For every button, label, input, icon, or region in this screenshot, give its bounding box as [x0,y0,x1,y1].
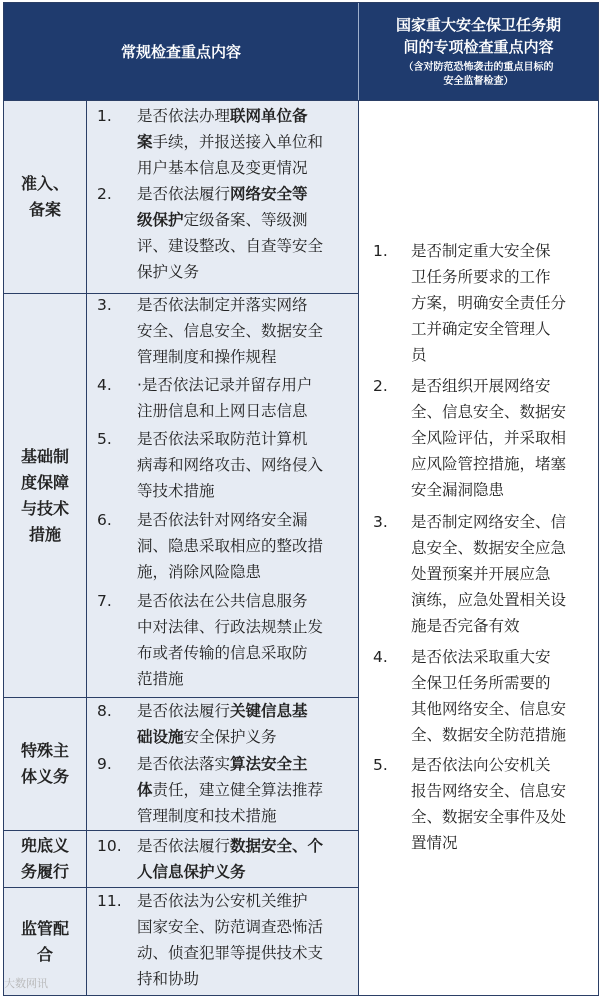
item-line: 工并确定安全管理人 [411,320,551,338]
item-number: 3. [373,513,388,531]
item-text [137,292,355,370]
item-line: 置情况 [411,834,458,852]
item-number: 2. [373,377,388,395]
routine-cell-special [87,697,359,830]
item-line [137,259,355,285]
item-number: 10. [97,837,122,855]
item-line [137,559,355,585]
item-line [137,233,355,259]
item-text-segment: 是否依法制定并落实网络 [137,296,308,314]
header-special [359,3,598,100]
item-line: 报告网络安全、信息安 [411,782,567,800]
item-text-segment: 定级备案、等级测 [183,211,308,229]
header-special-subtitle-2: 安全监督检查） [443,76,514,87]
item-text [137,698,355,750]
item-line [137,803,355,829]
item-text [411,509,595,639]
item-text-segment: 持和协助 [137,970,200,988]
item-number: 4. [97,376,112,394]
header-special-title-1: 国家重大安全保卫任务期 [395,16,561,34]
special-cell [359,100,598,995]
item-line: 是否制定重大安全保 [411,242,551,260]
item-text-segment: 是否依法在公共信息服务 [137,592,308,610]
item-text [137,507,355,585]
item-text-segment: 是否依法办理 [137,107,231,125]
item-line [137,426,355,452]
item-line [137,614,355,640]
category-text: 务履行 [20,862,69,881]
item-text-segment: 动、侦查犯罪等提供技术支 [137,944,324,962]
category-text: 基础制 [20,446,69,466]
item-text [137,588,355,692]
header-routine-title: 常规检查重点内容 [120,43,241,61]
category-text: 体义务 [20,767,69,786]
item-number: 5. [373,756,388,774]
item-number: 5. [97,430,112,448]
item-text-segment: ·是否依法记录并留存用户 [137,376,313,394]
category-text: 特殊主 [20,741,69,760]
category-special-subject [4,697,87,830]
item-line [137,507,355,533]
item-text [411,644,595,748]
category-text: 与技术 [20,498,69,518]
item-line [137,155,355,181]
category-text: 合 [36,944,53,964]
item-line [137,452,355,478]
item-text-segment: 安全、信息安全、数据安全 [137,322,324,340]
item-number: 2. [97,185,112,203]
item-text [411,752,595,856]
watermark-text: 大数网讯 [4,977,48,990]
item-line [137,533,355,559]
item-text [137,888,355,992]
item-text-bold: 础设施 [137,728,184,746]
item-text-segment: 国家安全、防范调查恐怖活 [137,918,324,936]
item-text-segment: 是否依法履行 [137,702,231,720]
category-text: 备案 [28,200,61,219]
item-text-segment: 范措施 [137,670,184,688]
item-text-bold: 关键信息基 [230,702,308,720]
item-line: 安全漏洞隐患 [411,481,505,499]
routine-cell-access [87,100,359,293]
item-number: 1. [373,242,388,260]
item-text-segment: 病毒和网络攻击、网络侵入 [137,456,324,474]
item-text-segment: 用户基本信息及变更情况 [137,159,308,177]
item-line [137,181,355,207]
item-line: 员 [411,346,427,364]
inspection-table [3,2,599,996]
item-text-segment: 管理制度和操作规程 [137,348,277,366]
item-line: 是否组织开展网络安 [411,377,551,395]
header-special-subtitle-1: （含对防范恐怖袭击的重点目标的 [403,62,554,73]
item-line [137,129,355,155]
item-text-segment: 洞、隐患采取相应的整改措 [137,537,324,555]
item-text [137,751,355,829]
item-line: 全保卫任务所需要的 [411,674,551,692]
item-line: 施是否完备有效 [411,617,520,635]
item-text-segment: 是否依法为公安机关维护 [137,892,308,910]
item-line [137,966,355,992]
routine-cell-supervision [87,887,359,995]
item-text-segment: 等技术措施 [137,482,215,500]
item-line [137,940,355,966]
item-line: 方案，明确安全责任分 [411,294,567,312]
header-routine [4,3,359,100]
item-number: 3. [97,296,112,314]
item-text [137,103,355,181]
category-text: 监管配 [20,918,69,938]
item-text-segment: 是否依法针对网络安全漏 [137,511,308,529]
routine-cell-basic [87,293,359,697]
item-line [137,588,355,614]
item-number: 4. [373,648,388,666]
item-line: 其他网络安全、信息安 [411,700,567,718]
item-line: 是否依法向公安机关 [411,756,551,774]
item-text [137,181,355,285]
item-number: 7. [97,592,112,610]
category-text: 兜底义 [20,836,69,855]
item-line: 是否制定网络安全、信 [411,513,567,531]
item-line [137,292,355,318]
item-text-segment: 是否依法履行 [137,837,231,855]
item-text-segment: 施，消除风险隐患 [137,563,262,581]
item-text-segment: 是否依法落实 [137,755,231,773]
item-text-segment: 评、建设整改、自查等安全 [137,237,324,255]
item-line [137,914,355,940]
item-line [137,666,355,692]
item-text-bold: 体 [137,781,153,799]
item-line [137,207,355,233]
category-text: 度保障 [20,472,69,492]
item-text [137,426,355,504]
item-number: 8. [97,702,112,720]
item-line: 息安全、数据安全应急 [411,539,567,557]
item-line [137,888,355,914]
category-fallback [4,830,87,887]
item-line: 卫任务所要求的工作 [411,268,551,286]
item-text-bold: 级保护 [137,211,184,229]
item-text-bold: 联网单位备 [230,107,308,125]
item-text-segment: 布或者传输的信息采取防 [137,644,308,662]
item-line [137,478,355,504]
item-line: 处置预案并开展应急 [411,565,551,583]
item-text-segment: 是否依法采取防范计算机 [137,430,308,448]
item-text-segment: 是否依法履行 [137,185,231,203]
item-text-bold: 数据安全、个 [230,837,324,855]
item-text-segment: 责任，建立健全算法推荐 [152,781,324,799]
item-line [137,103,355,129]
item-text-segment: 保护义务 [137,263,200,281]
item-text [411,373,595,503]
item-text-segment: 管理制度和技术措施 [137,807,277,825]
category-text: 准入、 [20,174,69,193]
item-line: 演练，应急处置相关设 [411,591,567,609]
item-text-segment: 安全保护义务 [183,728,277,746]
header-special-title-2: 间的专项检查重点内容 [403,38,554,56]
item-number: 6. [97,511,112,529]
item-line [137,833,355,859]
item-line [137,318,355,344]
item-line [137,777,355,803]
category-text: 措施 [28,524,61,544]
item-text-bold: 算法安全主 [230,755,308,773]
item-text-bold: 人信息保护义务 [137,863,246,881]
item-line [137,724,355,750]
item-line: 应风险管控措施，堵塞 [411,455,567,473]
item-text [137,833,355,885]
item-number: 9. [97,755,112,773]
routine-cell-fallback [87,830,359,887]
item-line [137,372,355,398]
item-text [137,372,355,424]
item-line [137,640,355,666]
item-line [137,344,355,370]
item-line [137,698,355,724]
item-line: 全、数据安全事件及处 [411,808,567,826]
item-text-segment: 手续，并报送接入单位和 [152,133,324,151]
item-text-segment: 注册信息和上网日志信息 [137,402,308,420]
item-text-segment: 中对法律、行政法规禁止发 [137,618,324,636]
item-line: 全、信息安全、数据安 [411,403,567,421]
item-line [137,859,355,885]
item-line: 全风险评估，并采取相 [411,429,567,447]
item-line: 是否依法采取重大安 [411,648,551,666]
item-text-bold: 案 [137,133,153,151]
item-line [137,751,355,777]
item-line: 全、数据安全防范措施 [411,726,567,744]
item-text [411,238,595,368]
category-access-filing [4,100,87,293]
item-number: 1. [97,107,112,125]
item-text-bold: 网络安全等 [230,185,308,203]
item-line [137,398,355,424]
category-basic-systems [4,293,87,697]
item-number: 11. [97,892,122,910]
